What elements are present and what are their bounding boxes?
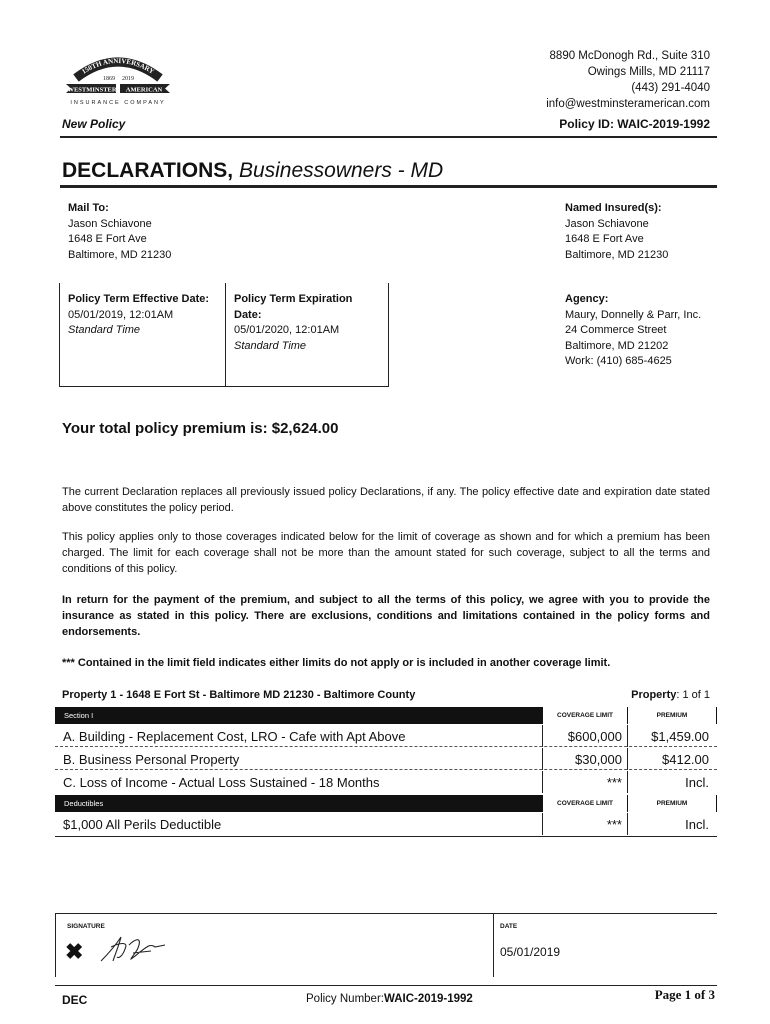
coverage-limit: *** [606,775,622,790]
company-logo [62,44,174,106]
table-row [55,771,717,793]
expiration-timezone: Standard Time [234,339,307,352]
page-number: Page 1 of 3 [654,987,715,1002]
company-address [546,48,710,112]
coverage-premium: Incl. [685,775,709,790]
named-insured-label: Named Insured(s): [565,202,662,214]
signature-label: SIGNATURE [67,923,105,930]
policy-id: Policy ID: WAIC-2019-1992 [559,117,710,131]
agency-phone: Work: (410) 685-4625 [565,355,672,368]
mail-to-block [68,201,171,263]
property-heading: Property 1 - 1648 E Fort St - Baltimore MD 21230 - Baltimore County [62,689,416,701]
logo-right-word: AMERICAN [125,86,163,94]
handwritten-signature [95,933,169,965]
title-divider [60,185,717,188]
agency-street: 24 Commerce Street [565,324,667,337]
coverage-description: C. Loss of Income - Actual Loss Sustained - 18 Months [63,775,380,790]
deductible-limit: *** [606,817,622,832]
named-insured-block [565,201,668,263]
property-count [631,689,710,701]
title-main: DECLARATIONS, [62,159,234,182]
mail-to-city: Baltimore, MD 21230 [68,248,172,261]
table-row [55,813,717,835]
logo-year-start: 1869 [103,76,115,82]
sign-here-x-icon: ✖ [65,939,84,964]
footer-policy-number [306,993,473,1005]
deductibles-premium-header: PREMIUM [628,795,716,812]
section1-header [55,707,717,724]
expiration-date-label: Policy Term Expiration [234,293,353,305]
logo-bottom-text: INSURANCE COMPANY [70,100,166,106]
dates-left-border [59,283,60,386]
deductibles-header [55,795,717,812]
company-phone: (443) 291-4040 [631,82,710,94]
signature-area [55,913,717,977]
logo-arc-text: 150TH ANNIVERSARY [80,56,156,76]
effective-date-value: 05/01/2019, 12:01AM [68,308,174,321]
deductibles-label: Deductibles [64,799,104,808]
declaration-paragraph: The current Declaration replaces all previously issued policy Declarations, if any. The policy effective date and expiration date stated above constitutes the policy period. [62,486,710,514]
agency-block [565,292,701,370]
dates-bottom-border [59,386,389,387]
named-insured-city: Baltimore, MD 21230 [565,248,669,261]
coverage-limit: $30,000 [575,752,622,767]
footer-divider [55,985,717,986]
policy-status: New Policy [62,117,126,131]
logo-left-word: WESTMINSTER [67,86,117,94]
mail-to-label: Mail To: [68,202,109,214]
agreement-paragraph: In return for the payment of the premium, and subject to all the terms of this policy, we agree with you to provide the insurance as stated in this policy. There are exclusions, conditions and limitations contained in the policy forms and endorsements. [62,594,710,638]
mail-to-street: 1648 E Fort Ave [68,233,147,246]
title-sub: Businessowners - MD [233,159,444,182]
agency-label: Agency: [565,293,609,305]
mail-to-name: Jason Schiavone [68,217,152,230]
property-count-value: : 1 of 1 [676,689,710,701]
dates-right-border [388,283,389,386]
date-label: DATE [500,923,518,930]
page-title [62,159,443,183]
coverage-premium: $412.00 [662,752,709,767]
header-divider [60,136,717,138]
table-bottom-border [55,836,717,837]
property-count-label: Property [631,689,677,701]
deductibles-limit-header: COVERAGE LIMIT [543,795,627,812]
form-code: DEC [62,993,88,1007]
agency-city: Baltimore, MD 21202 [565,339,669,352]
expiration-date-label-2: Date: [234,308,262,321]
total-premium: Your total policy premium is: $2,624.00 [62,420,339,437]
address-line2: Owings Mills, MD 21117 [587,66,710,78]
named-insured-street: 1648 E Fort Ave [565,233,644,246]
address-line1: 8890 McDonogh Rd., Suite 310 [549,50,710,62]
agency-name: Maury, Donnelly & Parr, Inc. [565,308,702,321]
policy-number-value: WAIC-2019-1992 [383,993,473,1005]
effective-timezone: Standard Time [68,324,141,337]
policy-number-label: Policy Number: [306,993,384,1005]
deductible-description: $1,000 All Perils Deductible [63,817,222,832]
expiration-date-value: 05/01/2020, 12:01AM [234,324,340,337]
section1-label: Section I [64,711,94,720]
coverage-description: A. Building - Replacement Cost, LRO - Cafe with Apt Above [63,729,406,744]
coverage-paragraph: This policy applies only to those coverages indicated below for the limit of coverage as shown and for which a premium has been charged. The limit for each coverage shall not be more than the amount stated for such coverage, subject to all the terms and conditions of this policy. [62,531,710,575]
effective-date-block [68,292,209,339]
coverage-premium: $1,459.00 [651,729,709,744]
section1-limit-header: COVERAGE LIMIT [543,707,627,724]
signature-date: 05/01/2019 [500,945,561,959]
expiration-date-block [234,292,352,354]
table-row [55,748,717,770]
effective-date-label: Policy Term Effective Date: [68,293,210,305]
section1-premium-header: PREMIUM [628,707,716,724]
table-row [55,725,717,747]
company-email[interactable]: info@westminsteramerican.com [546,98,710,110]
coverage-limit: $600,000 [567,729,622,744]
dates-mid-border [225,283,226,386]
deductible-premium: Incl. [685,817,709,832]
logo-year-end: 2019 [122,76,134,82]
limit-note: *** Contained in the limit field indicates either limits do not apply or is included in another coverage limit. [62,657,611,669]
named-insured-name: Jason Schiavone [565,217,649,230]
coverage-description: B. Business Personal Property [63,752,240,767]
